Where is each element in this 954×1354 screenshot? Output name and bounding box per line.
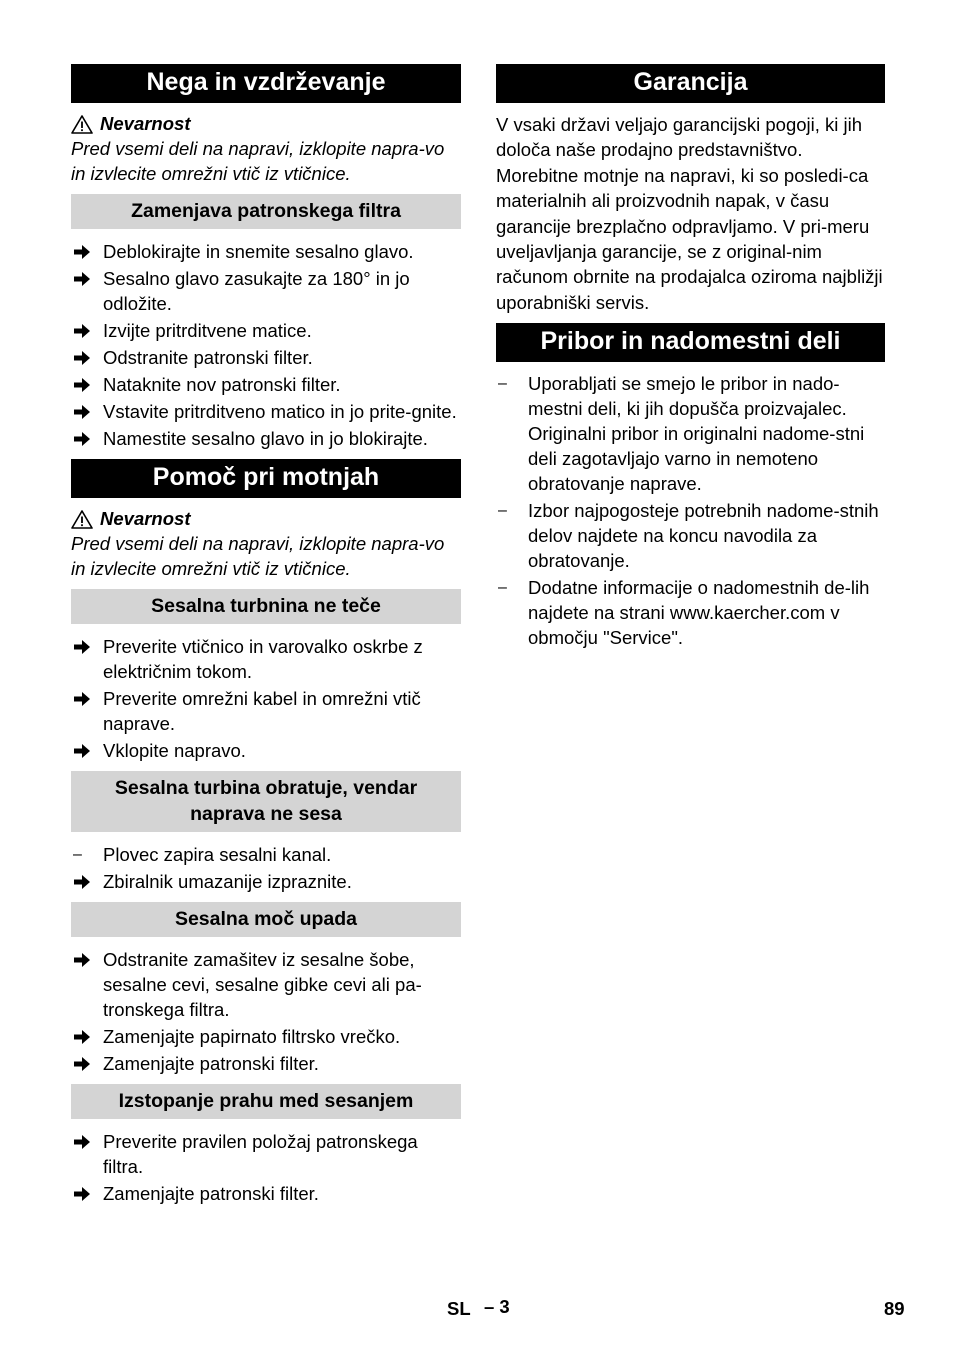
list-item: Nataknite nov patronski filter. — [71, 372, 461, 397]
list-item: Preverite pravilen položaj patronskega filtra. — [71, 1129, 461, 1179]
list-item: – Dodatne informacije o nadomestnih de-lih najdete na strani www.kaercher.com v območju "Service". — [498, 577, 870, 649]
accessories-heading: Pribor in nadomestni deli — [496, 323, 885, 362]
warning-text: Pred vsemi deli na napravi, izklopite napra-vo in izvlecite omrežni vtič iz vtičnice. — [71, 533, 445, 579]
list-item: Odstranite patronski filter. — [71, 345, 461, 370]
list-item: Zamenjajte patronski filter. — [71, 1051, 461, 1076]
list-item: Izvijte pritrditvene matice. — [71, 318, 461, 343]
list-item: Deblokirajte in snemite sesalno glavo. — [71, 239, 461, 264]
list-item: Odstranite zamašitev iz sesalne šobe, sesalne cevi, sesalne gibke cevi ali pa-tronskega filtra. — [71, 947, 461, 1022]
arrow-icon — [73, 266, 97, 291]
list-item: Zbiralnik umazanije izpraznite. — [71, 869, 461, 894]
arrow-icon — [73, 1181, 97, 1206]
turbine-runs-no-suction-heading: Sesalna turbina obratuje, vendar naprava ne sesa — [71, 771, 461, 832]
warning-title: Nevarnost — [71, 507, 461, 531]
right-column — [496, 64, 885, 652]
troubleshooting-heading: Pomoč pri motnjah — [71, 459, 461, 498]
arrow-icon — [73, 686, 97, 711]
footer-language: SL — [447, 1298, 471, 1319]
list-item: Vstavite pritrditveno matico in jo prite-gnite. — [71, 399, 461, 424]
arrow-icon — [73, 869, 97, 894]
footer-section-page: – 3 — [484, 1296, 510, 1317]
left-column — [71, 64, 461, 1208]
accessories-list — [496, 371, 885, 650]
arrow-icon — [73, 318, 97, 343]
arrow-icon — [73, 738, 97, 763]
warranty-text: V vsaki državi veljajo garancijski pogoji, ki jih določa naše prodajno predstavništvo. Morebitne motnje na napravi, ki so posledi-ca materialnih ali proizvodnih napak, v času garancije brezplačno odpravljamo. V pri-meru uveljavljanja garancije, se z original-nim računom obrnite na prodajalca oziroma najbližji uporabniški servis. — [496, 114, 883, 313]
arrow-icon — [73, 1129, 97, 1154]
turbine-steps-list — [71, 634, 461, 763]
list-item: Zamenjajte patronski filter. — [71, 1181, 461, 1206]
warning-text: Pred vsemi deli na napravi, izklopite napra-vo in izvlecite omrežni vtič iz vtičnice. — [71, 138, 445, 184]
turbine-not-running-heading: Sesalna turbnina ne teče — [71, 589, 461, 624]
dash-icon: – — [498, 579, 507, 597]
arrow-icon — [73, 399, 97, 424]
dash-icon: – — [73, 846, 82, 863]
warning-triangle-icon — [71, 510, 93, 529]
arrow-icon — [73, 634, 97, 659]
list-item: Namestite sesalno glavo in jo blokirajte. — [71, 426, 461, 451]
arrow-icon — [73, 1051, 97, 1076]
arrow-icon — [73, 372, 97, 397]
footer-page-number: 89 — [884, 1298, 905, 1319]
list-item: – Plovec zapira sesalni kanal. — [73, 844, 332, 865]
dust-escaping-heading: Izstopanje prahu med sesanjem — [71, 1084, 461, 1119]
arrow-icon — [73, 426, 97, 451]
arrow-icon — [73, 947, 97, 972]
filter-replacement-heading: Zamenjava patronskega filtra — [71, 194, 461, 229]
dash-icon: – — [498, 375, 507, 393]
list-item: Zamenjajte papirnato filtrsko vrečko. — [71, 1024, 461, 1049]
maintenance-heading: Nega in vzdrževanje — [71, 64, 461, 103]
dust-escaping-list — [71, 1129, 461, 1206]
list-item: Preverite vtičnico in varovalko oskrbe z električnim tokom. — [71, 634, 461, 684]
no-suction-list — [71, 842, 461, 894]
arrow-icon — [73, 1024, 97, 1049]
warning-title: Nevarnost — [71, 112, 461, 136]
warning-triangle-icon — [71, 115, 93, 134]
arrow-icon — [73, 239, 97, 264]
list-item: Sesalno glavo zasukajte za 180° in jo odložite. — [71, 266, 461, 316]
dash-icon: – — [498, 502, 507, 520]
warranty-heading: Garancija — [496, 64, 885, 103]
suction-power-drops-heading: Sesalna moč upada — [71, 902, 461, 937]
list-item: Preverite omrežni kabel in omrežni vtič naprave. — [71, 686, 461, 736]
list-item: Vklopite napravo. — [71, 738, 461, 763]
arrow-icon — [73, 345, 97, 370]
filter-steps-list — [71, 239, 461, 451]
suction-power-list — [71, 947, 461, 1076]
list-item: – Izbor najpogosteje potrebnih nadome-stnih delov najdete na koncu navodila za obratovanje. — [498, 500, 879, 572]
list-item: – Uporabljati se smejo le pribor in nado-mestni deli, ki jih dopušča proizvajalec. Originalni pribor in originalni nadome-stni deli zagotavljajo varno in nemoteno obratovanje naprave. — [498, 373, 865, 495]
